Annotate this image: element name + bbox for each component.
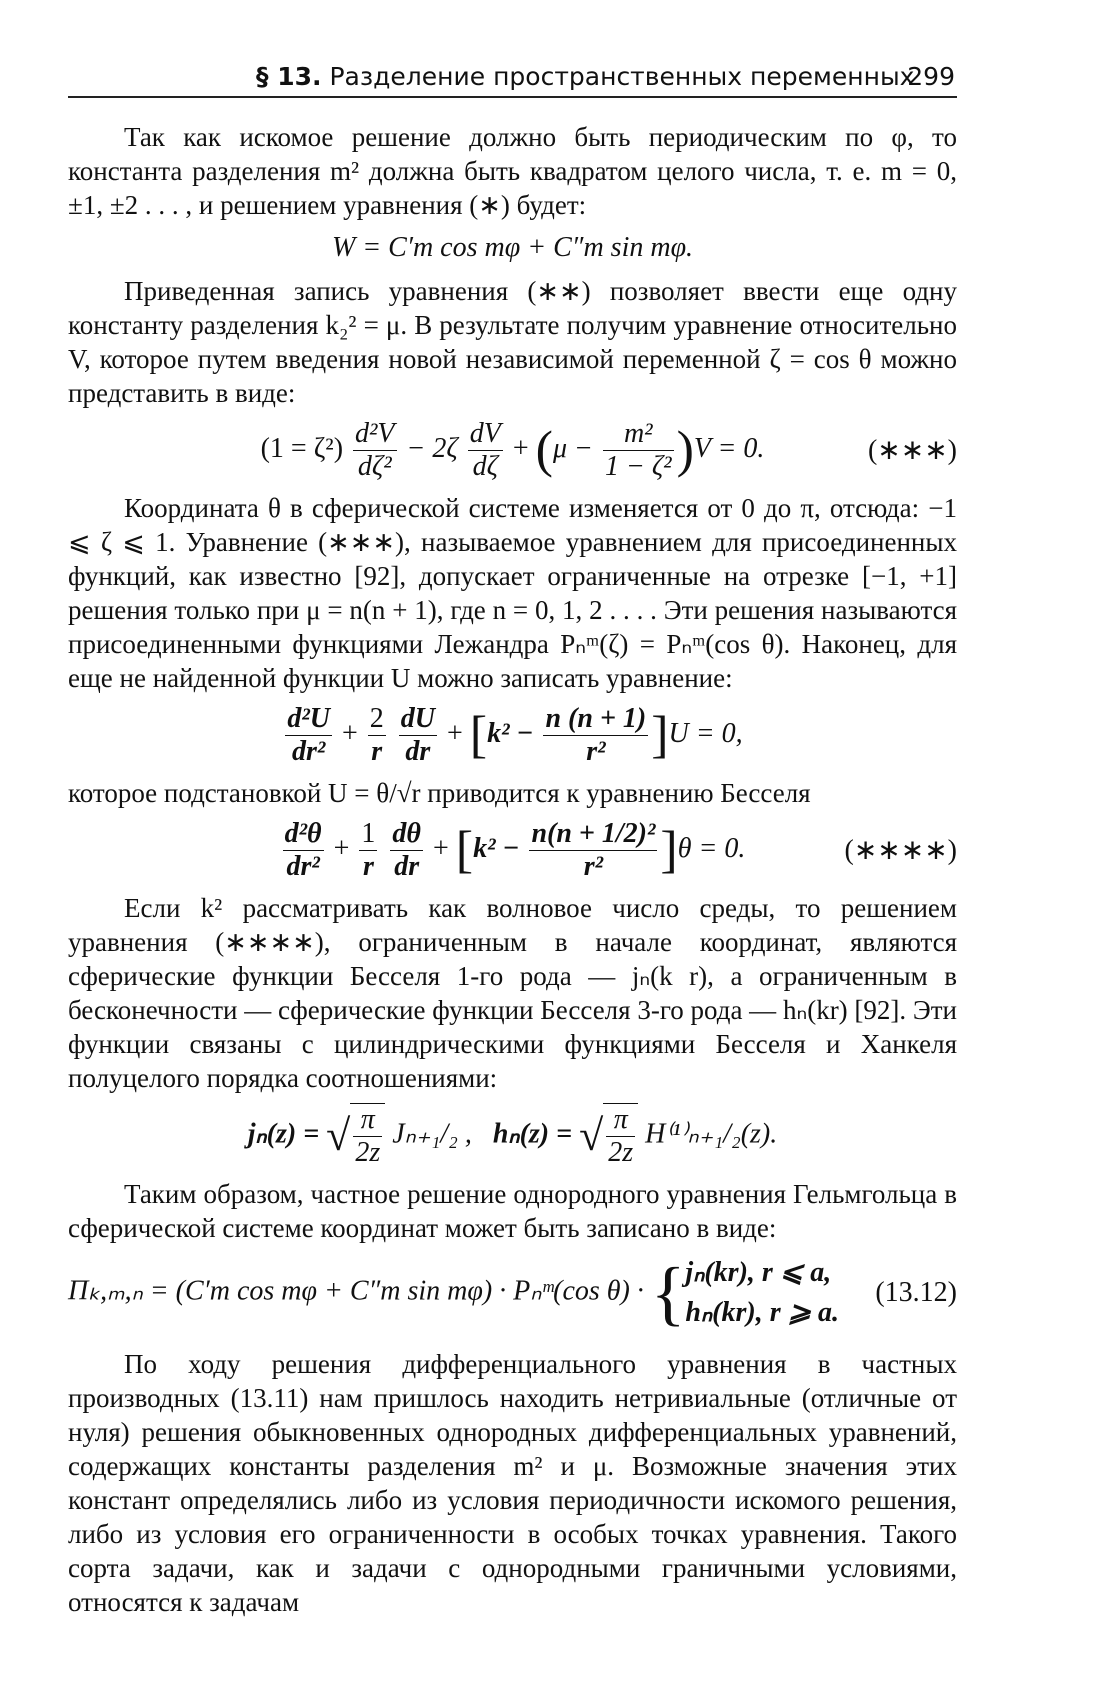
frac-num: π — [353, 1104, 382, 1137]
frac-num: d²U — [287, 703, 330, 734]
frac-num: n (n + 1) — [545, 703, 647, 734]
page-body — [68, 120, 957, 1619]
frac-den: r² — [583, 851, 604, 882]
bessel-frac-4 — [529, 818, 657, 883]
eq1312-left: Πₖ,ₘ,ₙ = (C′m cos mφ + C″m sin mφ) · Pₙᵐ(cos θ) · — [68, 1275, 644, 1307]
sqrt-1 — [326, 1103, 385, 1169]
legendre-frac-3 — [603, 418, 674, 483]
legendre-inner: μ − — [553, 432, 593, 464]
radical-sign: √ — [579, 1111, 604, 1160]
section-number: § 13. — [256, 62, 322, 91]
sph-left: jₙ(z) = — [247, 1118, 320, 1150]
legendre-tail: V = 0. — [693, 432, 765, 464]
bessel-frac-3 — [390, 818, 423, 883]
frac-num: dV — [469, 418, 501, 449]
bracket-open: [ — [455, 821, 474, 879]
frac-num: 1 — [361, 818, 376, 849]
frac-num: n(n + 1/2)² — [531, 818, 656, 849]
radial-frac-1 — [285, 703, 332, 768]
radial-frac-4 — [543, 703, 648, 768]
paragraph-2: Приведенная запись уравнения (∗∗) позволяет ввести еще одну константу разделения k₂² = μ. В результате получим уравнение относительно V, которое путем введения новой независимой переменной ζ = cos θ можно представить в виде: — [68, 276, 957, 408]
frac-num: d²V — [355, 418, 395, 449]
equation-spherical-bessel — [68, 1103, 957, 1169]
frac-num: 2 — [369, 703, 384, 734]
frac-den: r — [371, 736, 383, 767]
frac-den: dζ — [472, 451, 498, 482]
radical-sign: √ — [326, 1111, 351, 1160]
frac-num: dU — [400, 703, 435, 734]
radial-tail: U = 0, — [668, 717, 743, 749]
frac-num: m² — [603, 418, 674, 451]
bessel-frac-1 — [283, 818, 324, 883]
paragraph-3: Координата θ в сферической системе изменяется от 0 до π, отсюда: −1 ⩽ ζ ⩽ 1. Уравнение (∗∗∗), называемое уравнением для присоединенных функций, как известно [92], допускает ограниченные на отрезке [−1, +1] решения только при μ = n(n + 1), где n = 0, 1, 2 . . . . Эти решения называются присоединенными функциями Лежандра Pₙᵐ(ζ) = Pₙᵐ(cos θ). Наконец, для еще не найденной функции U можно записать уравнение: — [68, 493, 957, 693]
sph-j: Jₙ₊₁/₂ , — [392, 1118, 472, 1150]
section-title-text: Разделение пространственных переменных — [329, 62, 915, 91]
paren-close: ) — [676, 421, 694, 479]
bessel-k: k² − — [473, 832, 520, 864]
bracket-close: ] — [660, 821, 678, 879]
legendre-frac-1 — [353, 418, 397, 483]
equation-13-12 — [68, 1253, 957, 1333]
running-head — [68, 56, 957, 98]
paragraph-1: Так как искомое решение должно быть периодическим по φ, то константа разделения m² должна быть квадратом целого числа, т. е. m = 0, ±1, ±2 . . . , и решением уравнения (∗) будет: — [68, 122, 957, 220]
frac-den: dr² — [286, 851, 320, 882]
frac-den: dr — [405, 736, 431, 767]
sph-h: H⁽¹⁾ₙ₊₁/₂(z). — [645, 1118, 778, 1150]
frac-den: 2z — [355, 1137, 381, 1168]
equation-tag: (13.12) — [875, 1277, 957, 1308]
frac-den: 1 − ζ² — [604, 451, 672, 482]
equation-tag: (∗∗∗∗) — [844, 834, 957, 866]
legendre-head: (1 = ζ²) — [260, 432, 344, 464]
radial-k: k² − — [487, 717, 534, 749]
sph-mid: hₙ(z) = — [492, 1118, 573, 1150]
bracket-open: [ — [469, 706, 488, 764]
section-title — [256, 62, 914, 91]
case-2: hₙ(kr), r ⩾ a. — [685, 1297, 840, 1328]
equation-legendre: (1 = ζ²) $\frac{\text{d²V}}{\text{dζ²}}$ − 2ζ $\frac{dV}{d\zeta}$ + (μ − $\frac{\text{m²}}{\text{1 − ζ²}}$ )V = 0. (∗∗∗) — [260, 418, 957, 482]
bracket-close: ] — [651, 706, 669, 764]
frac-den: dζ² — [357, 451, 392, 482]
equation-radial: $\frac{\text{d²U}}{\text{dr²}}$ + $\frac{2}{r}$ $\frac{dU}{dr}$ + [k² − $\frac{n (n + 1)}{\text{r²}}$ ]U = 0, — [287, 703, 743, 767]
paragraph-6: Таким образом, частное решение однородного уравнения Гельмгольца в сферической системе координат может быть записано в виде: — [68, 1179, 957, 1243]
sqrt-2 — [579, 1103, 638, 1169]
frac-den: r — [362, 851, 374, 882]
legendre-frac-2 — [468, 418, 503, 483]
frac-num: dθ — [392, 818, 421, 849]
frac-den: r² — [586, 736, 606, 767]
equation-w — [68, 230, 957, 266]
frac-den: 2z — [608, 1137, 634, 1168]
radial-frac-3 — [399, 703, 437, 768]
bessel-tail: θ = 0. — [677, 832, 746, 864]
frac-num: π — [606, 1104, 635, 1137]
frac-num: d²θ — [284, 818, 322, 849]
legendre-mid: − 2ζ — [406, 432, 458, 464]
equation-w-text: W = C′m cos mφ + C″m sin mφ. — [331, 232, 694, 263]
bessel-frac-2 — [359, 818, 377, 883]
equation-tag: (∗∗∗) — [867, 434, 957, 466]
sqrt-frac — [606, 1104, 635, 1169]
brace-open: { — [650, 1253, 686, 1333]
cases — [685, 1253, 839, 1333]
equation-bessel: $\frac{\text{d²θ}}{\text{dr²}}$ + $\frac{1}{r}$ $\frac{d\theta}{dr}$ + [k² − $\frac{\text{n(n + 1/2)²}}{\text{r²}}$ ]θ = 0. (∗∗∗∗) — [284, 818, 957, 882]
page-number: 299 — [907, 62, 955, 91]
paragraph-7: По ходу решения дифференциального уравнения в частных производных (13.11) нам пришлось находить нетривиальные (отличные от нуля) решения обыкновенных однородных дифференциальных уравнений, содержащих константы разделения m² и μ. Возможные значения этих констант определялись либо из условия периодичности искомого решения, либо из условия его ограниченности в особых точках уравнения. Такого сорта задачи, как и задачи с однородными граничными условиями, относятся к задачам — [68, 1349, 957, 1617]
frac-den: dr — [394, 851, 420, 882]
radial-frac-2 — [368, 703, 386, 768]
paragraph-5: Если k² рассматривать как волновое число среды, то решением уравнения (∗∗∗∗), ограниченным в начале координат, являются сферические функции Бесселя 1-го рода — jₙ(k r), а ограниченным в бесконечности — сферические функции Бесселя 3-го рода — hₙ(kr) [92]. Эти функции связаны с цилиндрическими функциями Бесселя и Ханкеля полуцелого порядка соотношениями: — [68, 893, 957, 1093]
case-1: jₙ(kr), r ⩽ a, — [685, 1257, 832, 1288]
sqrt-frac — [353, 1104, 382, 1169]
frac-den: dr² — [291, 736, 326, 767]
paragraph-4: которое подстановкой U = θ/√r приводится к уравнению Бесселя — [68, 778, 811, 808]
paren-open: ( — [535, 421, 553, 479]
